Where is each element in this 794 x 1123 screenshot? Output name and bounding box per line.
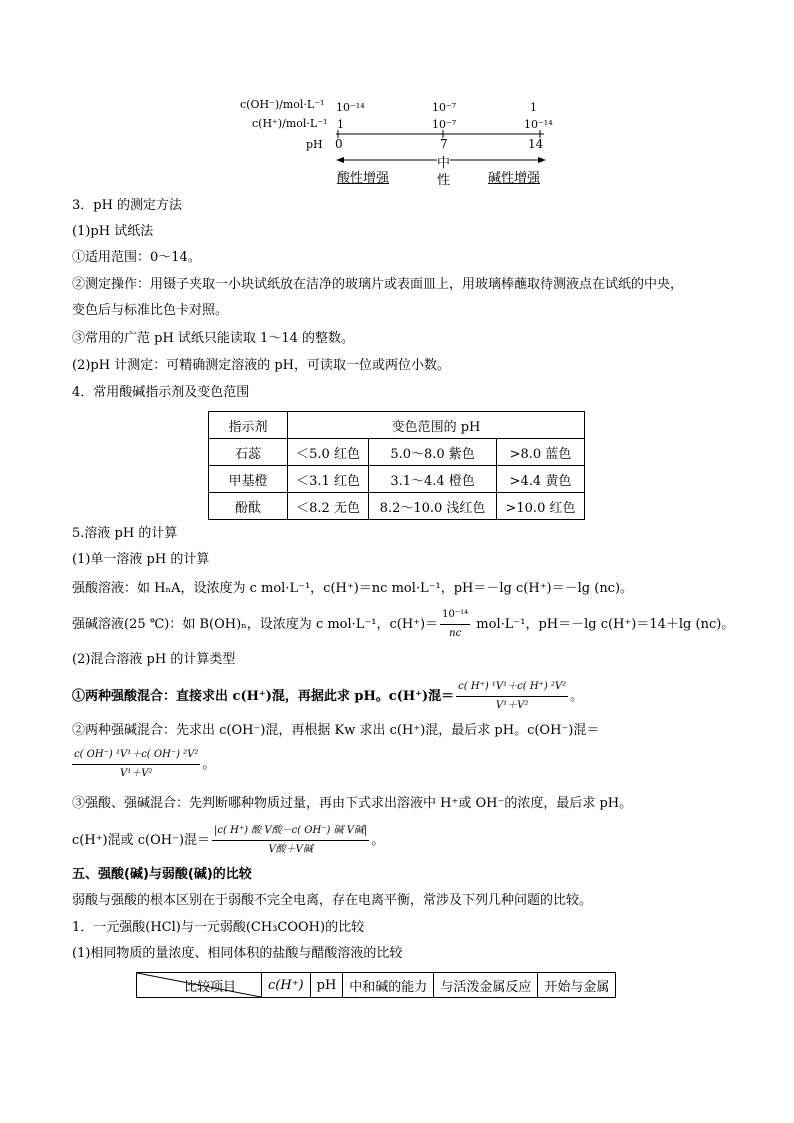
table-row [209,439,585,466]
table-header-text: 比较项目 [183,979,236,995]
h-value-0: 1 [337,118,344,131]
fraction-denominator: V¹＋V² [72,764,200,783]
table-cell: 与活泼金属反应 [434,973,538,998]
table-cell-diagonal [137,973,262,998]
table-cell: ＜3.1 红色 [288,466,369,493]
strong-acid-line: 强酸溶液：如 HₙA，设浓度为 c mol·L⁻¹，c(H⁺)＝nc mol·L⁻¹，pH＝－lg c(H⁺)＝－lg (nc)。 [72,581,634,596]
section-3-item3: ③常用的广范 pH 试纸只能读取 1～14 的整数。 [72,331,355,346]
table-cell: >10.0 红色 [496,493,584,520]
section-3-item2b: 变色后与标准比色卡对照。 [72,303,229,318]
oh-row-label: c(OH⁻)/mol·L⁻¹ [240,98,325,111]
table-cell: 酚酞 [209,493,288,520]
section-3-sub1: (1)pH 试纸法 [72,224,154,239]
ph-row-label: pH [306,138,323,151]
h-row-label: c(H⁺)/mol·L⁻¹ [252,117,328,130]
mix-base-post: 。 [202,757,216,772]
fraction-numerator: c( OH⁻) ¹V¹＋c( OH⁻) ²V² [74,749,199,760]
section-4-heading: 4．常用酸碱指示剂及变色范围 [72,385,250,400]
strong-base-pre: 强碱溶液(25 ℃)：如 B(OH)ₙ，设浓度为 c mol·L⁻¹，c(H⁺)＝ [72,617,439,632]
comparison-table [136,972,616,998]
fraction-denominator: nc [440,624,470,643]
fraction-numerator: 10⁻¹⁴ [442,609,469,620]
table-cell: 3.1～4.4 橙色 [369,466,497,493]
table-cell: 甲基橙 [209,466,288,493]
table-row [137,973,616,998]
table-row [209,493,585,520]
fraction-numerator: c( H⁺) ¹V¹＋c( H⁺) ²V² [458,681,567,692]
mix-acid-post: 。 [570,689,584,704]
oh-value-14: 1 [530,101,537,114]
oh-value-7: 10⁻⁷ [432,101,457,114]
section-3-sub2: (2)pH 计测定：可精确测定溶液的 pH，可读取一位或两位小数。 [72,358,450,373]
ph-value-14: 14 [528,137,544,151]
table-cell: 开始与金属 [538,973,616,998]
fraction [440,606,470,643]
table-cell: 5.0～8.0 紫色 [369,439,497,466]
mix-base-formula [72,746,215,783]
table-cell: ＜5.0 红色 [288,439,369,466]
strong-base-line [72,606,734,643]
table-row [209,412,585,439]
mix-acid-pre: ①两种强酸混合：直接求出 c(H⁺)混，再据此求 pH。c(H⁺)混＝ [72,689,455,704]
section-3-item1: ①适用范围：0～14。 [72,250,201,265]
section-five-heading: 五、强酸(碱)与弱酸(碱)的比较 [72,867,252,882]
table-cell: pH [310,973,343,998]
section-3-heading: 3．pH 的测定方法 [72,198,183,213]
section-five-sub2: (1)相同物质的量浓度、相同体积的盐酸与醋酸溶液的比较 [72,946,403,961]
neutral-label-top: 中 [437,152,450,171]
section-5-sub1: (1)单一溶液 pH 的计算 [72,552,210,567]
h-value-14: 10⁻¹⁴ [524,118,553,131]
base-increase-label: 碱性增强 [488,171,541,186]
table-cell: 8.2～10.0 浅红色 [369,493,497,520]
table-cell: ＜8.2 无色 [288,493,369,520]
table-cell: 变色范围的 pH [288,412,585,439]
fraction-numerator: |c( H⁺) 酸 V酸－c( OH⁻) 碱 V碱| [214,825,368,836]
section-5-heading: 5.溶液 pH 的计算 [72,526,178,541]
table-cell: c(H⁺) [262,973,311,998]
oh-value-0: 10⁻¹⁴ [336,101,365,114]
ph-value-7: 7 [440,137,448,151]
fraction-denominator: V酸＋V碱 [212,840,369,859]
ph-value-0: 0 [335,137,343,151]
mix-acid-line [72,678,583,715]
fraction [72,746,200,783]
section-five-sub1: 1．一元强酸(HCl)与一元弱酸(CH₃COOH)的比较 [72,920,365,935]
table-row [209,466,585,493]
mix-base-line: ②两种强碱混合：先求出 c(OH⁻)混，再根据 Kw 求出 c(H⁺)混，最后求 pH。c(OH⁻)混＝ [72,723,600,738]
strong-base-post: mol·L⁻¹，pH＝－lg c(H⁺)＝14＋lg (nc)。 [472,617,735,632]
section-five-intro: 弱酸与强酸的根本区别在于弱酸不完全电离，存在电离平衡，常涉及下列几种问题的比较。 [72,893,593,908]
fraction [212,822,369,859]
table-cell: 指示剂 [209,412,288,439]
table-cell: >4.4 黄色 [496,466,584,493]
section-5-sub2: (2)混合溶液 pH 的计算类型 [72,652,236,667]
mix-acid-base-post: 。 [371,833,385,848]
mix-acid-base-pre: c(H⁺)混或 c(OH⁻)混＝ [72,833,211,848]
mix-acid-base-line: ③强酸、强碱混合：先判断哪种物质过量，再由下式求出溶液中 H⁺或 OH⁻的浓度，最后求 pH。 [72,796,633,811]
table-cell: >8.0 蓝色 [496,439,584,466]
indicator-table [208,411,585,520]
table-cell: 中和碱的能力 [343,973,434,998]
neutral-label-bottom: 性 [437,173,451,188]
h-value-7: 10⁻⁷ [432,118,457,131]
section-3-item2a: ②测定操作：用镊子夹取一小块试纸放在洁净的玻璃片或表面皿上，用玻璃棒蘸取待测液点在试纸的中央， [72,277,684,292]
mix-acid-base-formula [72,822,384,859]
acid-increase-label: 酸性增强 [337,167,389,186]
fraction-denominator: V¹＋V² [456,696,568,715]
table-cell: 石蕊 [209,439,288,466]
fraction [456,678,568,715]
